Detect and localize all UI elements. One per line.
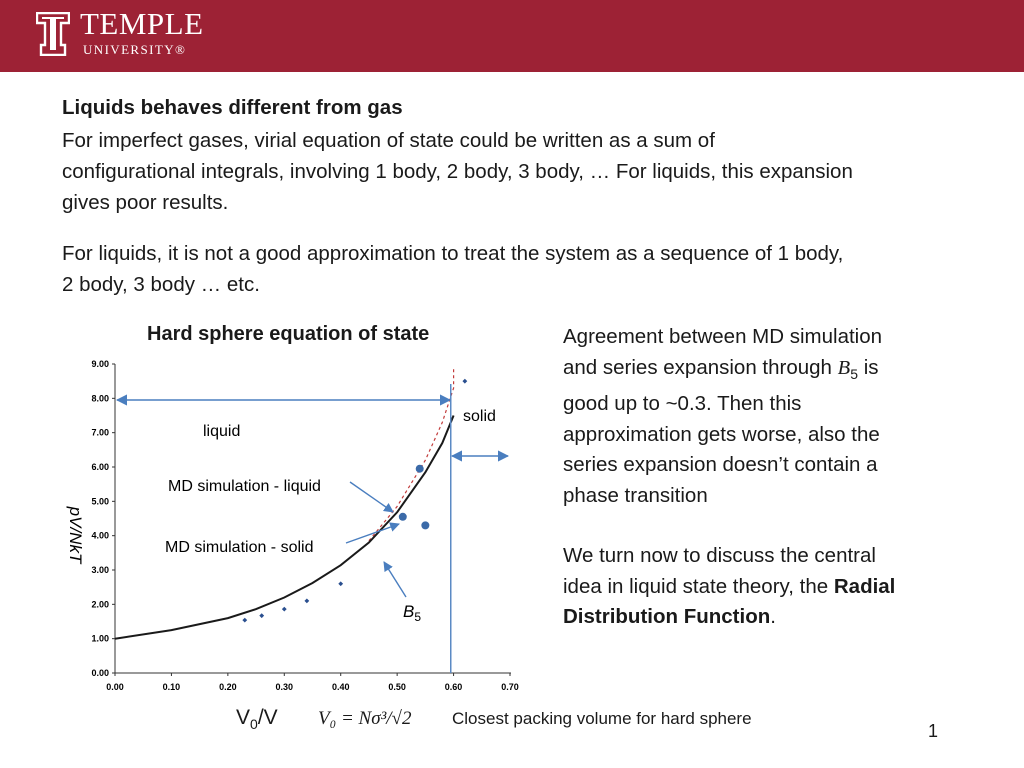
rdf-text-a: We turn now to discuss the central: [563, 544, 876, 568]
dashed-curve: [369, 367, 454, 540]
rdf-line: [563, 541, 963, 572]
explanation-text-c: is: [858, 355, 879, 379]
md-liquid-point: [399, 513, 407, 521]
y-tick-label: 4.00: [91, 530, 109, 541]
x-tick-label: 0.00: [106, 682, 124, 692]
explanation-line: [563, 353, 963, 390]
v0v-rest: /V: [257, 706, 278, 729]
x-tick-label: 0.20: [219, 682, 237, 692]
solid-label: solid: [463, 408, 496, 425]
temple-t-logo-icon: [36, 12, 70, 56]
closest-packing-formula: V₀ = Nσ³/√2: [318, 708, 412, 729]
md-point: [338, 581, 343, 586]
b5-label: $B_5$: [403, 602, 422, 624]
hard-sphere-chart: [0, 352, 540, 712]
rdf-line: [563, 572, 963, 603]
y-tick-label: 6.00: [91, 462, 109, 472]
md-liquid-point: [416, 465, 424, 473]
explanation-text-b: and series expansion through: [563, 355, 838, 379]
v0v-sub: 0: [250, 716, 258, 733]
md-point: [242, 618, 247, 623]
y-tick-label: 0.00: [91, 668, 109, 678]
closest-packing-caption: Closest packing volume for hard sphere: [452, 709, 752, 728]
y-tick-label: 7.00: [91, 427, 109, 438]
brand-subtitle: UNIVERSITY®: [83, 42, 187, 57]
intro-line-4: For liquids, it is not a good approximation to treat the system as a sequence of 1 body,: [62, 242, 844, 265]
intro-line-1: For imperfect gases, virial equation of state could be written as a sum of: [62, 129, 715, 152]
y-tick-label: 2.00: [91, 599, 109, 610]
y-tick-label: 3.00: [91, 565, 109, 575]
explanation-line: [563, 322, 963, 353]
explanation-line: [563, 481, 963, 512]
rdf-bold-2: Distribution Function: [563, 605, 771, 629]
chart-title: Hard sphere equation of state: [147, 323, 430, 345]
explanation-text-a: Agreement between MD simulation: [563, 325, 883, 348]
explanation-line: [563, 389, 963, 420]
md-point: [282, 607, 287, 612]
explanation-line: [563, 420, 963, 451]
x-tick-label: 0.30: [275, 682, 294, 692]
brand-name: TEMPLE: [80, 6, 204, 41]
y-tick-label: 9.00: [91, 359, 109, 369]
x-tick-label: 0.10: [162, 682, 181, 692]
y-axis-label: pV/NkT: [66, 506, 85, 564]
md-solid-arrow: [346, 524, 399, 543]
explanation-text-f: series expansion doesn’t contain a: [563, 453, 878, 477]
b5-arrow: [384, 562, 406, 597]
explanation-text-g: phase transition: [563, 483, 708, 507]
x-tick-label: 0.40: [331, 682, 350, 692]
rdf-text-b: idea in liquid state theory, the: [563, 574, 834, 598]
v0v-main: V: [236, 706, 251, 729]
md-liquid-arrow: [350, 482, 393, 512]
rdf-bold-1: Radial: [833, 574, 896, 598]
md-point: [304, 599, 309, 604]
explanation-text-d: good up to ~0.3. Then this: [563, 392, 802, 416]
x-axis-label: [236, 706, 278, 732]
explanation-line: [563, 450, 963, 481]
intro-line-2: configurational integrals, involving 1 body, 2 body, 3 body, … For liquids, this expansion: [62, 160, 853, 183]
y-tick-label: 5.00: [91, 496, 109, 507]
md-liquid-label: MD simulation - liquid: [168, 478, 321, 495]
x-tick-label: 0.50: [388, 682, 406, 692]
rdf-line: [563, 602, 963, 633]
rdf-end: .: [770, 605, 776, 629]
y-tick-label: 1.00: [91, 633, 109, 644]
slide-title: Liquids behaves different from gas: [62, 96, 403, 119]
md-solid-point: [421, 521, 429, 529]
header-banner: [0, 0, 1024, 72]
md-point: [462, 379, 467, 384]
md-solid-label: MD simulation - solid: [165, 539, 314, 556]
b5-math-symbol: B: [837, 356, 851, 379]
x-tick-label: 0.60: [444, 682, 463, 692]
intro-line-3: gives poor results.: [62, 191, 229, 214]
liquid-label: liquid: [203, 423, 241, 440]
x-tick-label: 0.70: [501, 682, 519, 692]
md-point: [259, 613, 264, 618]
explanation-text: [563, 322, 963, 633]
b5-math-subscript: 5: [850, 365, 858, 382]
intro-line-5: 2 body, 3 body … etc.: [62, 273, 260, 296]
explanation-text-e: approximation gets worse, also the: [563, 422, 880, 446]
page-number: 1: [928, 721, 939, 741]
y-tick-label: 8.00: [91, 393, 109, 404]
